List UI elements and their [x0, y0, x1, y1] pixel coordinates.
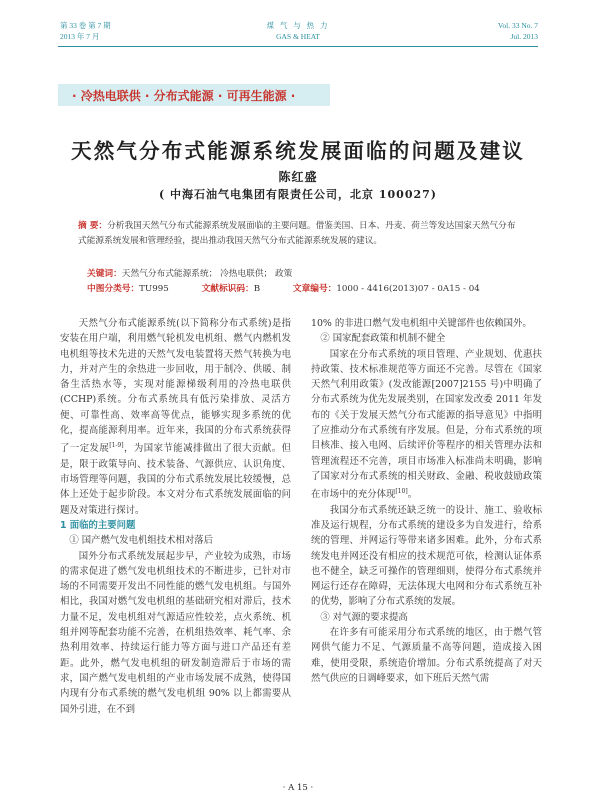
keywords-label: 关键词： — [87, 269, 122, 279]
article-title: 天然气分布式能源系统发展面临的问题及建议 — [71, 139, 525, 163]
publication-date: 2013 年 7 月 — [60, 32, 100, 41]
continued-paragraph: 10% 的非进口燃气发电机组中关键部件也依赖国外。 — [311, 318, 532, 329]
volume-issue: 第 33 卷 第 7 期 — [60, 21, 111, 30]
abstract-text: 分析我国天然气分布式能源系统发展面临的主要问题。借鉴美国、日本、丹麦、荷兰等发达国家天然气分布式能源系统发展和管理经验，提出推动我国天然气分布式能源系统发展的建议。 — [78, 221, 516, 246]
intro-paragraph: 天然气分布式能源系统(以下简称分布式系统)是指安装在用户端，利用燃气轮机发电机组、燃气内燃机发电机组等技术先进的天然气发电装置将天然气转换为电力，并对产生的余热进一步回收，用于制冷、供暖、制备生活热水等，实现对能源梯级利用的冷热电联供(CCHP)系统。分布式系统具有低污染排放、灵活方便、可靠性高、效率高等优点，能够实现多系统的优化，提高能源利用率。近年来，我国的分布式系统获得了一定发展[1-9]，为国家节能减排做出了很大贡献。但是，限于政策导向、技术装备、气源供应、认识角度、市场管理等问题，我国的分布式系统发展比较缓慢，总体上还处于起步阶段。本文对分布式系统发展面临的问题及对策进行探讨。 — [60, 318, 291, 516]
body-paragraph-1: 国外分布式系统发展起步早，产业较为成熟，市场的需求促进了燃气发电机组技术的不断进步，已针对市场的不同需要开发出不同性能的燃气发电机组。与国外相比，我国对燃气发电机组的基础研究相对滞后，技术力量不足，发电机组对气源适应性较差，点火系统、机组并网等配套功能不完善，在机组热效率、耗气率、余热利用效率、持续运行能力等方面与进口产品还有差距。此外，燃气发电机组的研发制造滞后于市场的需求，国产燃气发电机组的产业市场发展不成熟，使得国内现有分布式系统的燃气发电机组 90% 以上都需要从国外引进，在不到 — [60, 550, 291, 715]
classification-line — [87, 282, 537, 296]
volume-issue-en: Vol. 33 No. 7 — [497, 21, 538, 30]
left-column — [60, 316, 291, 717]
subheading-3: ③ 对气源的要求提高 — [320, 611, 408, 623]
abstract-label: 摘 要： — [78, 221, 108, 231]
journal-volume-en — [498, 20, 538, 42]
section-banner — [58, 84, 330, 106]
clc-value: TU995 — [139, 284, 169, 294]
subheading-1: ① 国产燃气发电机组技术相对落后 — [69, 535, 213, 547]
article-number-label: 文章编号： — [292, 284, 337, 294]
clc-label: 中图分类号： — [87, 284, 140, 294]
body-paragraph-3: 我国分布式系统还缺乏统一的设计、施工、验收标准及运行规程，分布式系统的建设多为自发进行，给系统的管理、并网运行等带来诸多困难。此外，分布式系统发电并网还没有相应的技术规范可依，检测认证体系也不健全，缺乏可操作的管理细则，使得分布式系统并网运行还存在障碍，无法体现大电网和分布式系统互补的优势，影响了分布式系统的发展。 — [311, 504, 542, 608]
doc-code-label: 文献标识码： — [201, 284, 254, 294]
author-affiliation: ( 中海石油气电集团有限责任公司，北京 100027) — [159, 188, 437, 201]
journal-name-cn: 煤 气 与 热 力 — [266, 21, 330, 30]
subheading-2: ② 国家配套政策和机制不健全 — [320, 333, 446, 345]
doc-code-value: B — [253, 284, 261, 294]
publication-date-en: Jul. 2013 — [510, 32, 538, 41]
keywords — [87, 267, 517, 281]
citation-ref: [1-9] — [109, 442, 124, 450]
header-divider — [58, 46, 538, 47]
article-author: 陈红盛 — [278, 170, 318, 184]
body-paragraph-2: 国家在分布式系统的项目管理、产业规划、优惠扶持政策、技术标准规范等方面还不完善。尽管在《国家天然气利用政策》(发改能源[2007]2155 号)中明确了分布式系统为优先发展类别，在国家发改委 2011 年发布的《关于发展天然气分布式能源的指导意见》中指明了应推动分布式系统有序发展。但是，分布式系统的项目核准、接入电网、后续评价等程序的相关管理办法和管理流程还不完善，项目市场准入标准尚未明确，影响了国家对分布式系统的相关财政、金融、税收鼓励政策在市场中的充分体现[10]。 — [311, 348, 542, 501]
article-number-value: 1000 - 4416(2013)07 - 0A15 - 04 — [336, 284, 480, 294]
right-column — [311, 316, 542, 686]
keywords-text: 天然气分布式能源系统； 冷热电联供； 政策 — [121, 269, 293, 279]
section-banner-text: · 冷热电联供 · 分布式能源 · 可再生能源 · — [72, 89, 296, 103]
body-paragraph-4: 在许多有可能采用分布式系统的地区，由于燃气管网供气能力不足、气源质量不高等问题，造成接入困难，使用受限，系统造价增加。分布式系统提高了对天然气供应的日调峰要求，如下班后天然气需 — [311, 627, 542, 684]
citation-ref-10: [10] — [395, 488, 408, 496]
abstract — [78, 219, 518, 249]
page-number: · A 15 · — [282, 783, 314, 793]
section-heading-1: 1 面临的主要问题 — [60, 519, 136, 531]
journal-name-en: GAS & HEAT — [276, 32, 320, 41]
